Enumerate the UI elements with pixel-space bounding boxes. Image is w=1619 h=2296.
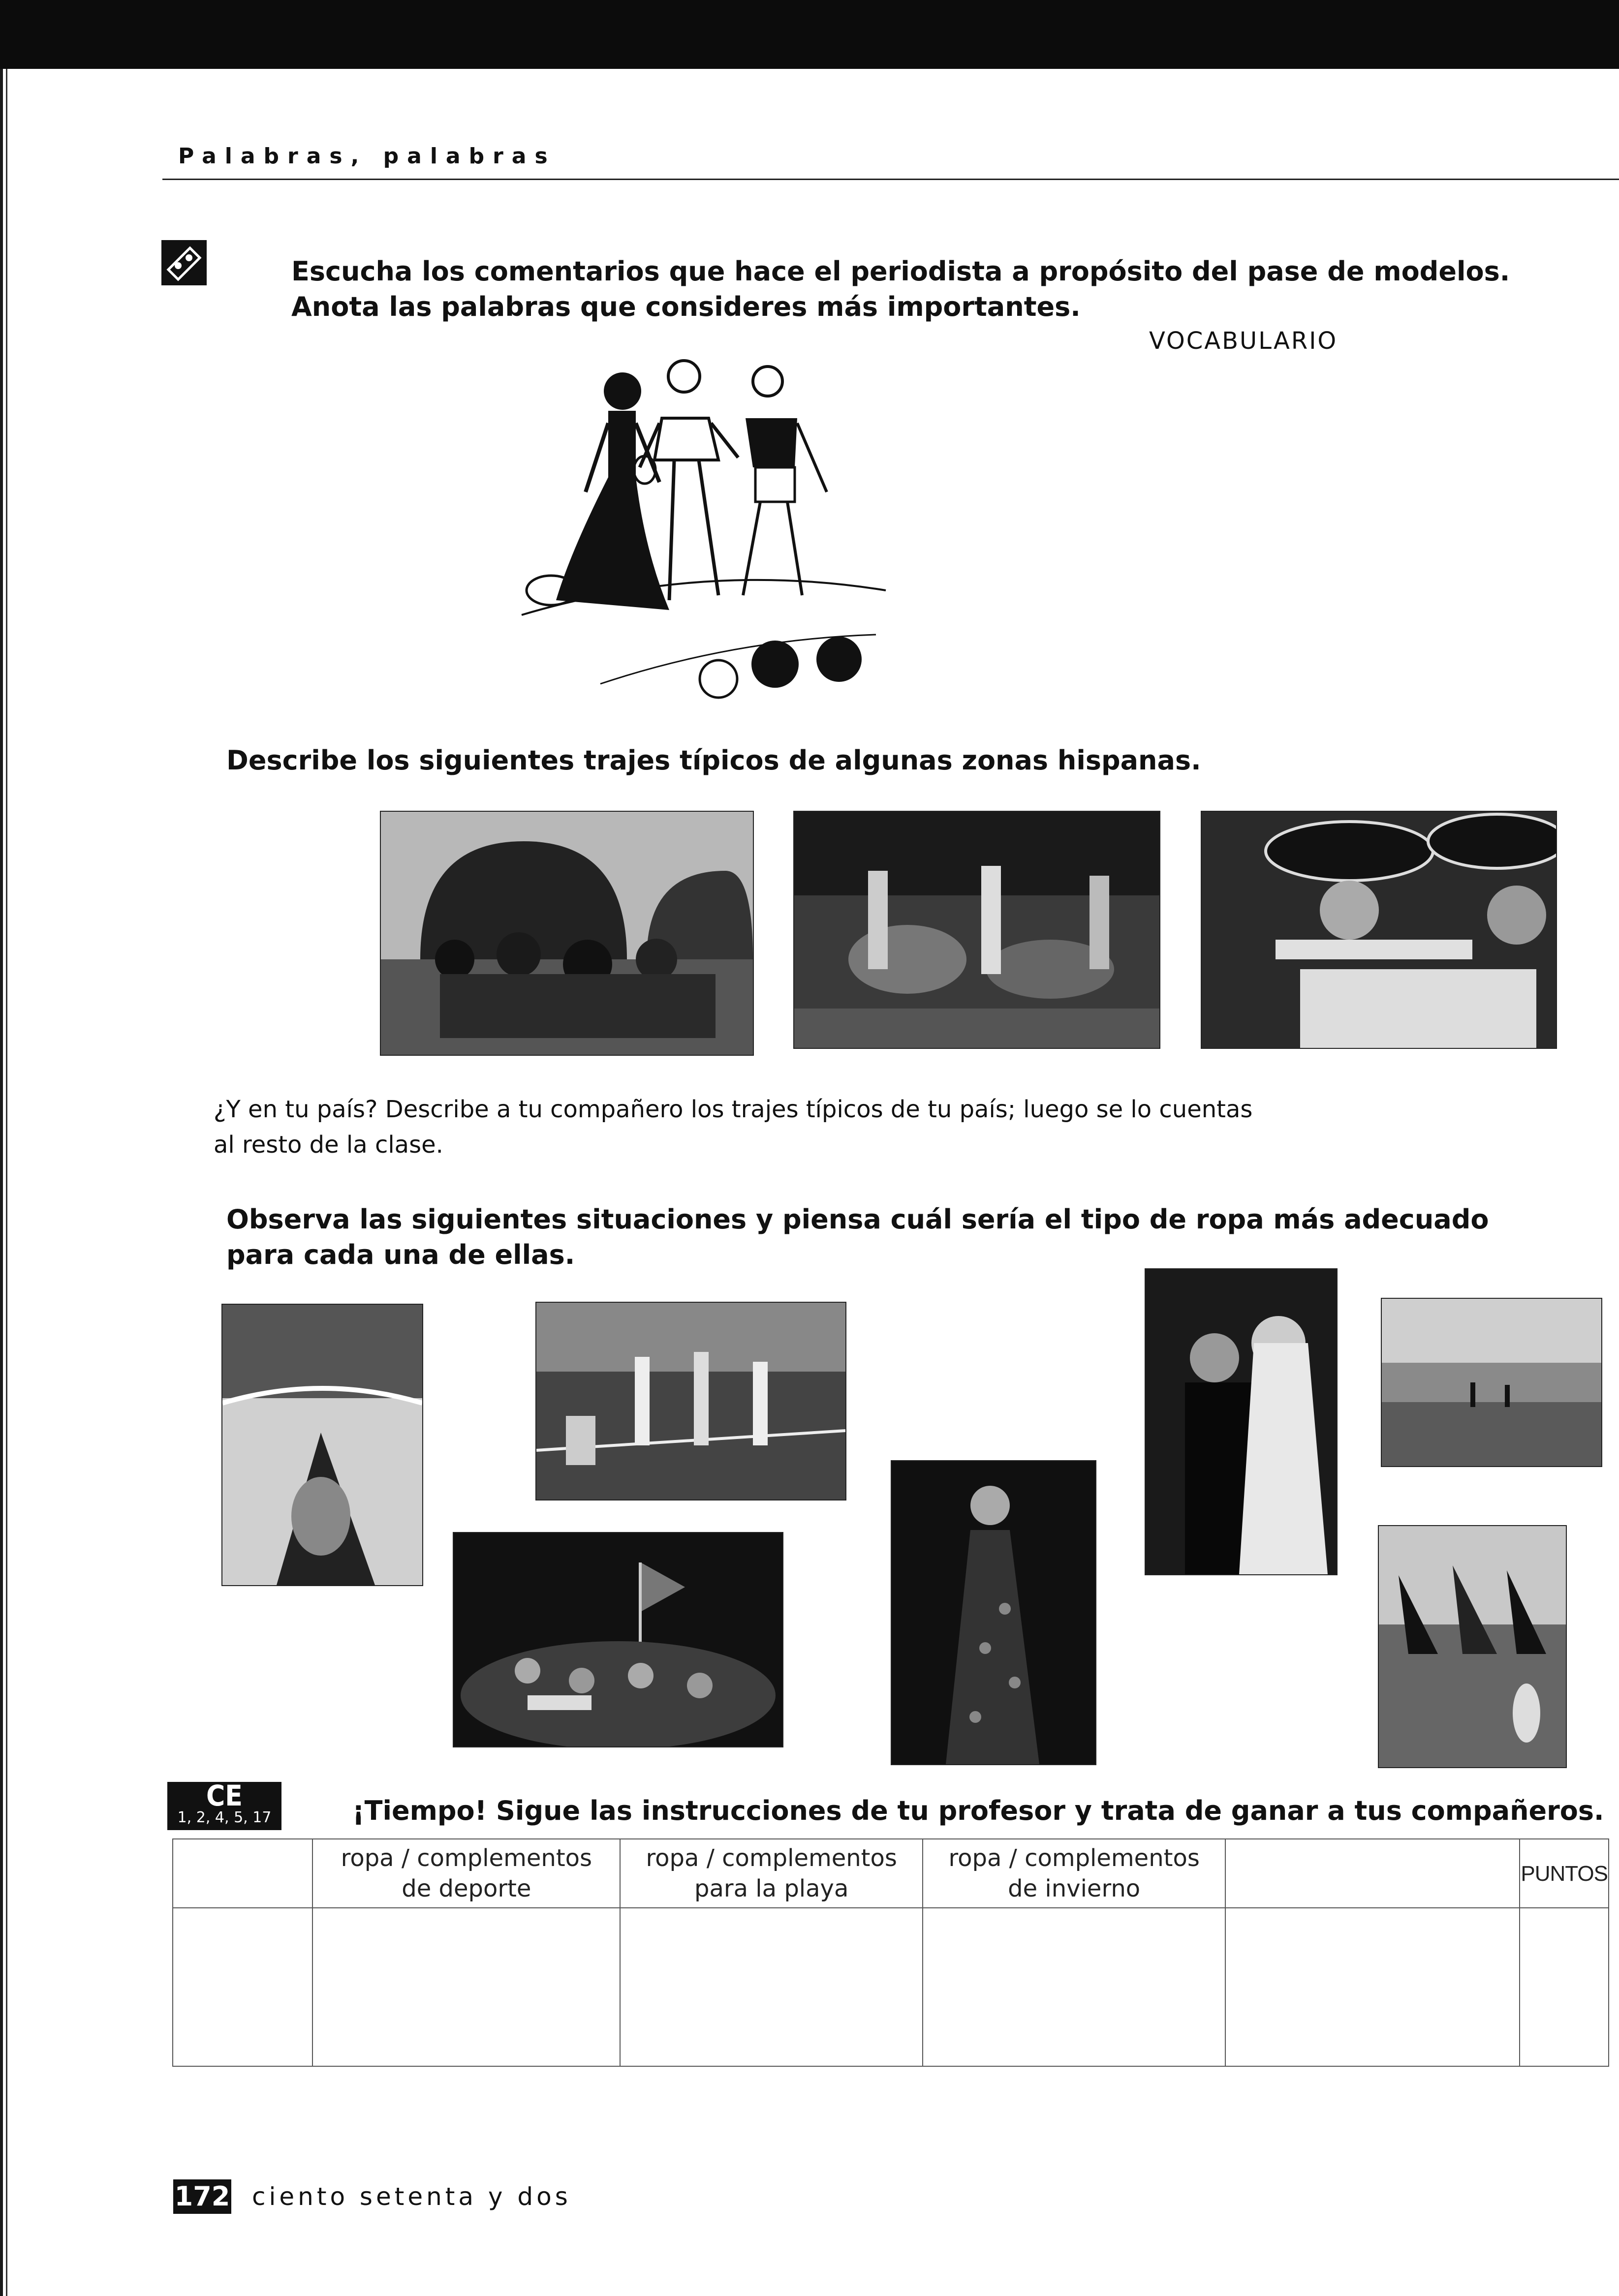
photo-dancers-street [793,811,1160,1049]
photo-wedding [1145,1268,1338,1575]
header-cell-5 [1225,1839,1520,1908]
activity2-instruction: Describe los siguientes trajes típicos de algunas zonas hispanas. [226,745,1201,776]
answer-cell[interactable] [620,1908,923,2066]
section-title: Palabras, palabras [178,144,556,169]
score-table [172,1838,1609,2067]
header-cell-deporte: ropa / complementos de deporte [312,1839,620,1908]
answer-cell[interactable] [173,1908,312,2066]
activity1-line2: Anota las palabras que consideres más importantes. [291,291,1081,322]
activity4-instruction: ¡Tiempo! Sigue las instrucciones de tu profesor y trata de ganar a tus compañeros. [352,1795,1604,1826]
score-table-header-row [173,1839,1609,1908]
fashion-show-illustration [512,344,896,728]
header-cell-1 [173,1839,312,1908]
answer-cell[interactable] [1225,1908,1520,2066]
page-number: 172 [173,2179,231,2214]
header-cell-playa: ropa / complementos para la playa [620,1839,923,1908]
photo-dancers-arches [380,811,754,1056]
left-edge-scan [0,69,13,2296]
ce-refs: 1, 2, 4, 5, 17 [177,1809,272,1826]
photo-beach [1381,1298,1602,1467]
answer-cell[interactable] [312,1908,620,2066]
photo-crowd-flags [453,1532,783,1747]
header-cell-invierno: ropa / complementos de invierno [923,1839,1225,1908]
top-bar [0,0,1619,69]
ce-reference-badge [167,1779,281,1830]
answer-cell[interactable] [1520,1908,1609,2066]
ce-label: CE [206,1779,243,1812]
photo-tennis-court [535,1302,846,1500]
cassette-icon [161,240,207,285]
activity3-line2: para cada una de ellas. [226,1239,575,1270]
activity2-followup-line1: ¿Y en tu país? Describe a tu compañero los trajes típicos de tu país; luego se lo cuentas [214,1096,1253,1123]
photo-park-figures [1378,1525,1567,1768]
photo-evening-dress [891,1460,1096,1765]
section-rule [162,179,1619,180]
page-number-words: ciento setenta y dos [252,2182,571,2211]
photo-mariachi-trumpets [1201,811,1557,1049]
photo-canoe [221,1304,423,1586]
activity1-line1: Escucha los comentarios que hace el periodista a propósito del pase de modelos. [291,256,1510,287]
activity2-followup-line2: al resto de la clase. [214,1131,443,1159]
score-table-answer-row [173,1908,1609,2066]
header-cell-puntos: PUNTOS [1520,1839,1609,1908]
answer-cell[interactable] [923,1908,1225,2066]
activity3-line1: Observa las siguientes situaciones y piensa cuál sería el tipo de ropa más adecuado [226,1204,1489,1235]
vocabulary-label: VOCABULARIO [1149,327,1338,355]
